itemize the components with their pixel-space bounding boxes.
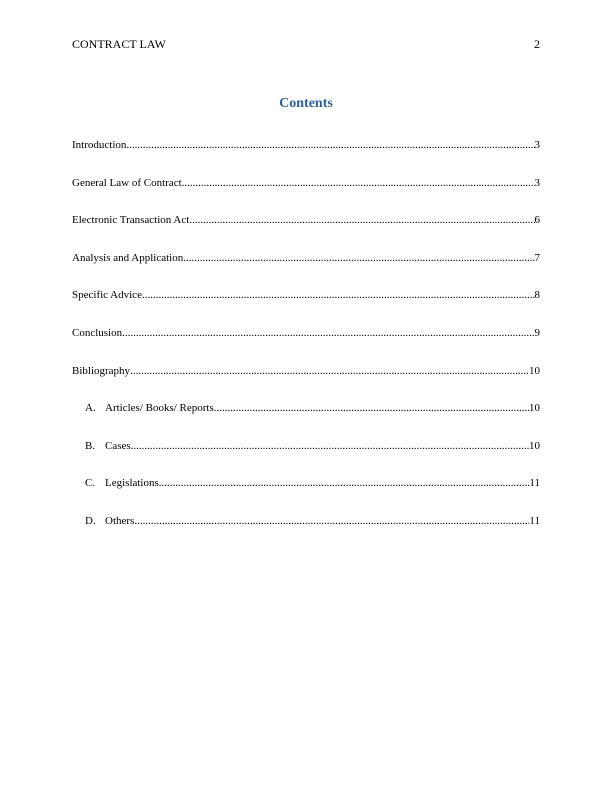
- toc-heading: Contents: [279, 96, 333, 111]
- toc-subentry-prefix: D.: [85, 515, 96, 527]
- toc-entry-label: Specific Advice: [72, 289, 142, 301]
- toc-subentry-label: Legislations: [105, 477, 159, 489]
- toc-entry-introduction[interactable]: [72, 137, 540, 153]
- dot-leader: [189, 212, 534, 228]
- running-head: CONTRACT LAW: [72, 37, 166, 51]
- toc-entry-label: Analysis and Application: [72, 252, 184, 264]
- toc-subentry-page: 10: [529, 440, 540, 452]
- toc-entry-analysis-and-application[interactable]: [72, 250, 540, 266]
- toc-entry-page: 3: [534, 139, 540, 151]
- toc-entry-electronic-transaction-act[interactable]: [72, 212, 540, 228]
- dot-leader: [122, 325, 534, 341]
- toc-entry-specific-advice[interactable]: [72, 287, 540, 303]
- dot-leader: [159, 475, 530, 491]
- toc-entry-page: 10: [529, 365, 540, 377]
- toc-entry-conclusion[interactable]: [72, 325, 540, 341]
- toc-subentry-articles-books-reports[interactable]: [85, 400, 540, 416]
- dot-leader: [131, 438, 529, 454]
- toc-subentry-prefix: A.: [85, 402, 96, 414]
- toc-subentry-label: Others: [105, 515, 135, 527]
- toc-entry-label: Introduction: [72, 139, 127, 151]
- dot-leader: [130, 363, 529, 379]
- toc-subentry-legislations[interactable]: [85, 475, 540, 491]
- toc-entry-page: 6: [534, 214, 540, 226]
- toc-subentry-cases[interactable]: [85, 438, 540, 454]
- toc-entry-label: Conclusion: [72, 327, 123, 339]
- toc-subentry-page: 11: [529, 515, 540, 527]
- dot-leader: [183, 250, 534, 266]
- toc-subentry-prefix: C.: [85, 477, 96, 489]
- toc-subentry-page: 10: [529, 402, 540, 414]
- toc-entry-page: 7: [534, 252, 540, 264]
- dot-leader: [182, 175, 535, 191]
- toc-entry-page: 8: [534, 289, 540, 301]
- dot-leader: [126, 137, 534, 153]
- dot-leader: [214, 400, 529, 416]
- toc-entry-page: 9: [534, 327, 540, 339]
- toc-subentry-others[interactable]: [85, 513, 540, 529]
- toc-subentry-page: 11: [529, 477, 540, 489]
- toc-subentry-prefix: B.: [85, 440, 96, 452]
- toc-entry-general-law-of-contract[interactable]: [72, 175, 540, 191]
- toc-entry-bibliography[interactable]: [72, 363, 540, 379]
- page-header: [72, 36, 540, 52]
- toc-entry-label: General Law of Contract: [72, 177, 182, 189]
- toc-subentry-label: Cases: [105, 440, 131, 452]
- dot-leader: [134, 513, 529, 529]
- toc-entry-page: 3: [534, 177, 540, 189]
- toc-entry-label: Bibliography: [72, 365, 131, 377]
- toc-entry-label: Electronic Transaction Act: [72, 214, 190, 226]
- toc-subentry-label: Articles/ Books/ Reports: [105, 402, 214, 414]
- dot-leader: [142, 287, 535, 303]
- page-number: 2: [534, 37, 540, 51]
